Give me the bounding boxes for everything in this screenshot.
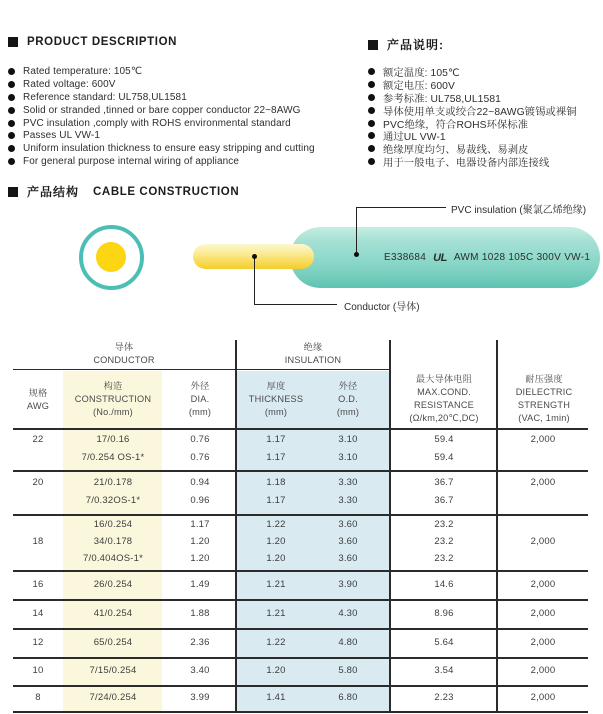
cell-value: 6.80 — [338, 691, 358, 703]
list-item-text: 导体使用单支或绞合22~8AWG镀锡或裸铜 — [383, 106, 577, 118]
cell-dielectric — [499, 428, 587, 470]
cell-value: 3.10 — [338, 452, 358, 463]
table-row-awg-12 — [13, 628, 588, 657]
cell-value: 18 — [32, 536, 44, 547]
list-item — [8, 142, 360, 155]
cell-dielectric — [499, 628, 587, 657]
list-item-text: 参考标准: UL758,UL1581 — [383, 93, 501, 105]
cell-construction — [64, 657, 162, 685]
bullet-icon — [8, 94, 15, 101]
cell-value: 0.94 — [190, 476, 210, 488]
product-notes-title: 产品说明: — [387, 38, 444, 52]
cell-value: 5.64 — [434, 636, 454, 648]
list-item — [8, 104, 360, 117]
product-description-title: PRODUCT DESCRIPTION — [27, 36, 178, 48]
cell-value: 1.20 — [266, 665, 286, 676]
list-item-text: 额定温度: 105℃ — [383, 67, 460, 79]
section-square-icon — [8, 187, 18, 197]
bullet-icon — [368, 81, 375, 88]
cell-value: 4.80 — [338, 636, 358, 648]
cell-awg — [15, 599, 61, 628]
table-row-awg-16 — [13, 570, 588, 599]
cable-print-text — [384, 227, 598, 288]
list-item-text: Rated voltage: 600V — [23, 78, 116, 90]
cell-value: 2,000 — [530, 665, 556, 676]
cell-thickness — [241, 685, 311, 710]
cell-thickness — [241, 514, 311, 570]
cell-value: 22 — [32, 434, 44, 445]
cell-value: 0.76 — [190, 452, 210, 463]
cell-value: 2,000 — [530, 636, 556, 648]
cell-awg — [15, 628, 61, 657]
cell-awg — [15, 657, 61, 685]
cell-value: 2,000 — [530, 578, 556, 590]
cell-value: 2,000 — [530, 476, 556, 488]
cell-od — [313, 570, 383, 599]
header-dia — [170, 372, 230, 427]
cell-resistance — [394, 685, 494, 710]
cell-value: 65/0.254 — [93, 636, 133, 648]
cell-awg — [15, 570, 61, 599]
cell-value: 1.17 — [266, 434, 286, 445]
cell-value: 16/0.254 — [93, 519, 133, 530]
cell-dia — [170, 514, 230, 570]
cell-value: 2,000 — [530, 607, 556, 619]
cell-value: 4.30 — [338, 607, 358, 619]
cell-od — [313, 470, 383, 514]
list-item — [8, 78, 360, 91]
header-line: CONDUCTOR — [93, 355, 155, 365]
cell-construction — [64, 428, 162, 470]
cell-value: 1.20 — [190, 553, 210, 564]
header-line: RESISTANCE — [413, 399, 475, 410]
cell-value: 23.2 — [434, 519, 454, 530]
cell-dia — [170, 599, 230, 628]
header-line: 厚度 — [266, 381, 286, 391]
cell-value: 2,000 — [530, 691, 556, 703]
cable-construction-header — [8, 183, 239, 200]
cell-dia — [170, 570, 230, 599]
cell-dielectric — [499, 514, 587, 570]
table-row-awg-18 — [13, 514, 588, 570]
cell-value: 1.88 — [190, 607, 210, 619]
cell-value: 0.76 — [190, 434, 210, 445]
list-item-text: Rated temperature: 105℃ — [23, 65, 143, 77]
cell-value: 7/0.254 OS-1* — [81, 452, 145, 463]
cell-dia — [170, 470, 230, 514]
cell-construction — [64, 685, 162, 710]
cell-awg — [15, 685, 61, 710]
bullet-icon — [368, 158, 375, 165]
cell-dia — [170, 428, 230, 470]
cell-value: 3.30 — [338, 476, 358, 488]
table-row-awg-10 — [13, 657, 588, 685]
header-line: CONSTRUCTION — [74, 394, 152, 404]
cell-dielectric — [499, 570, 587, 599]
cell-awg — [15, 470, 61, 514]
cell-value: 5.80 — [338, 665, 358, 676]
bullet-icon — [8, 81, 15, 88]
cell-resistance — [394, 470, 494, 514]
cell-thickness — [241, 570, 311, 599]
cell-value: 1.17 — [190, 519, 210, 530]
header-line: STRENGTH — [517, 399, 571, 410]
product-notes-header — [368, 36, 444, 53]
cell-value: 3.90 — [338, 578, 358, 590]
cable-construction-title-cn: 产品结构 — [27, 185, 80, 199]
table-bottom-rule — [13, 711, 588, 713]
cell-value: 3.60 — [338, 519, 358, 530]
table-row-awg-8 — [13, 685, 588, 710]
cell-value: 59.4 — [434, 452, 454, 463]
cell-dia — [170, 685, 230, 710]
list-item-text: Reference standard: UL758,UL1581 — [23, 91, 187, 103]
cell-value: 14.6 — [434, 578, 454, 590]
cell-value: 34/0.178 — [93, 536, 133, 547]
bullet-icon — [8, 68, 15, 75]
conductor-leader-dot-icon — [252, 254, 257, 259]
header-od — [313, 372, 383, 427]
cell-value: 8 — [35, 691, 41, 703]
list-item-text: Uniform insulation thickness to ensure easy stripping and cutting — [23, 143, 315, 155]
header-line: INSULATION — [284, 355, 342, 365]
cell-value: 20 — [32, 476, 44, 488]
cell-value: 7/15/0.254 — [89, 665, 137, 676]
bullet-icon — [8, 132, 15, 139]
list-item — [8, 117, 360, 130]
conductor-core-icon — [96, 242, 126, 272]
cell-value: 41/0.254 — [93, 607, 133, 619]
cell-value: 1.21 — [266, 607, 286, 619]
cell-value: 3.54 — [434, 665, 454, 676]
header-line: O.D. — [338, 394, 358, 404]
header-line: 外径 — [190, 381, 210, 391]
list-item — [8, 155, 360, 168]
cell-value: 2,000 — [530, 536, 556, 547]
header-construction — [64, 372, 162, 427]
cell-value: 26/0.254 — [93, 578, 133, 590]
cell-value: 1.17 — [266, 452, 286, 463]
cell-value: 3.10 — [338, 434, 358, 445]
cell-dia — [170, 628, 230, 657]
cell-thickness — [241, 428, 311, 470]
list-item — [8, 129, 360, 142]
cell-value: 17/0.16 — [96, 434, 130, 445]
cell-value: 59.4 — [434, 434, 454, 445]
header-line: DIELECTRIC — [515, 386, 573, 397]
list-item — [8, 91, 360, 104]
cell-od — [313, 514, 383, 570]
pvc-leader-line-vertical — [356, 207, 357, 256]
cell-value: 14 — [32, 607, 44, 619]
conductor-label: Conductor (导体) — [344, 302, 420, 313]
ul-logo-icon: UL — [433, 251, 447, 264]
cell-construction — [64, 570, 162, 599]
spec-table — [13, 337, 588, 713]
cell-resistance — [394, 428, 494, 470]
list-item-text: 绝缘厚度均匀、易裁线、易剥皮 — [383, 145, 529, 157]
header-line: (No./mm) — [93, 407, 133, 417]
cell-dia — [170, 657, 230, 685]
product-description-list — [8, 65, 360, 168]
conductor-leader-line-horizontal — [254, 304, 337, 305]
header-group-conductor — [13, 341, 235, 367]
cell-resistance — [394, 570, 494, 599]
cell-value: 1.22 — [266, 636, 286, 648]
cell-value: 2.23 — [434, 691, 454, 703]
bullet-icon — [368, 68, 375, 75]
header-line: 导体 — [114, 342, 134, 352]
bullet-icon — [368, 107, 375, 114]
cell-resistance — [394, 657, 494, 685]
cell-value: 3.60 — [338, 553, 358, 564]
cell-od — [313, 599, 383, 628]
cell-construction — [64, 470, 162, 514]
cell-value: 12 — [32, 636, 44, 648]
conductor-group-underline — [13, 369, 235, 371]
header-awg — [15, 372, 61, 427]
cell-value: 23.2 — [434, 553, 454, 564]
cell-construction — [64, 514, 162, 570]
header-line: 规格 — [28, 387, 48, 398]
bullet-icon — [8, 158, 15, 165]
header-line: 最大导体电阻 — [415, 373, 473, 384]
header-line: AWG — [26, 400, 50, 411]
cell-dielectric — [499, 470, 587, 514]
list-item-text: PVC insulation ,comply with ROHS environmental standard — [23, 117, 291, 129]
bullet-icon — [368, 120, 375, 127]
table-row-awg-14 — [13, 599, 588, 628]
cell-value: 1.22 — [266, 519, 286, 530]
header-line: (mm) — [188, 407, 212, 417]
header-group-insulation — [235, 341, 391, 367]
bullet-icon — [8, 120, 15, 127]
header-line: (mm) — [264, 407, 288, 417]
cell-thickness — [241, 628, 311, 657]
cell-value: 1.41 — [266, 691, 286, 703]
header-line: 构造 — [103, 381, 123, 391]
cell-dielectric — [499, 685, 587, 710]
header-line: (mm) — [336, 407, 360, 417]
header-line: THICKNESS — [248, 394, 304, 404]
cell-od — [313, 428, 383, 470]
cell-value: 3.40 — [190, 665, 210, 676]
cell-value: 1.21 — [266, 578, 286, 590]
cell-thickness — [241, 657, 311, 685]
list-item-text: 用于一般电子、电器设备内部连接线 — [383, 158, 550, 170]
header-line: 绝缘 — [303, 342, 323, 352]
header-line: (VAC, 1min) — [518, 412, 570, 423]
cell-value: 36.7 — [434, 495, 454, 507]
cell-value: 1.20 — [266, 553, 286, 564]
cell-construction — [64, 599, 162, 628]
list-item — [368, 155, 603, 168]
cell-value: 1.20 — [266, 536, 286, 547]
cable-print-cert-number: E338684 — [384, 252, 427, 263]
cell-thickness — [241, 470, 311, 514]
cell-value: 16 — [32, 578, 44, 590]
cell-value: 1.49 — [190, 578, 210, 590]
cell-value: 3.99 — [190, 691, 210, 703]
section-square-icon — [368, 40, 378, 50]
bullet-icon — [8, 107, 15, 114]
cell-value: 2.36 — [190, 636, 210, 648]
list-item-text: PVC绝缘，符合ROHS环保标准 — [383, 119, 529, 131]
cell-value: 1.17 — [266, 495, 286, 507]
conductor-leader-line-vertical — [254, 257, 255, 305]
cell-value: 36.7 — [434, 476, 454, 488]
header-dielectric — [499, 370, 589, 427]
cell-value: 3.30 — [338, 495, 358, 507]
insulation-group-underline — [235, 369, 391, 371]
bullet-icon — [368, 132, 375, 139]
bullet-icon — [8, 145, 15, 152]
product-notes-list — [368, 65, 603, 168]
cell-resistance — [394, 514, 494, 570]
header-line: 耐压强度 — [525, 373, 563, 384]
pvc-leader-line-horizontal — [356, 207, 446, 208]
list-item-text: Solid or stranded ,tinned or bare copper conductor 22~8AWG — [23, 104, 301, 116]
cell-od — [313, 628, 383, 657]
cell-value: 1.20 — [190, 536, 210, 547]
cell-construction — [64, 628, 162, 657]
cell-value: 7/0.32OS-1* — [85, 495, 141, 507]
cell-dielectric — [499, 599, 587, 628]
cell-value: 0.96 — [190, 495, 210, 507]
cell-awg — [15, 428, 61, 470]
bullet-icon — [368, 145, 375, 152]
cell-value: 10 — [32, 665, 44, 676]
cell-value: 3.60 — [338, 536, 358, 547]
table-row-awg-20 — [13, 470, 588, 514]
header-line: MAX.COND. — [417, 386, 471, 397]
list-item-text: 通过UL VW-1 — [383, 132, 446, 144]
cable-print-rating: AWM 1028 105C 300V VW-1 — [453, 252, 591, 263]
cell-resistance — [394, 599, 494, 628]
list-item-text: 额定电压: 600V — [383, 80, 455, 92]
cable-construction-title-en: CABLE CONSTRUCTION — [93, 185, 240, 198]
cell-resistance — [394, 628, 494, 657]
cell-value: 1.18 — [266, 476, 286, 488]
bullet-icon — [368, 94, 375, 101]
list-item-text: For general purpose internal wiring of appliance — [23, 156, 240, 168]
cell-od — [313, 685, 383, 710]
list-item — [8, 65, 360, 78]
cell-value: 7/24/0.254 — [89, 691, 137, 703]
cell-awg — [15, 514, 61, 570]
cell-dielectric — [499, 657, 587, 685]
list-item-text: Passes UL VW-1 — [23, 130, 100, 142]
cell-value: 8.96 — [434, 607, 454, 619]
header-line: (Ω/km,20℃,DC) — [409, 412, 479, 423]
section-square-icon — [8, 37, 18, 47]
cell-od — [313, 657, 383, 685]
header-line: 外径 — [338, 381, 358, 391]
cell-value: 21/0.178 — [93, 476, 133, 488]
pvc-insulation-label: PVC insulation (聚氯乙烯绝缘) — [451, 205, 587, 216]
cell-value: 2,000 — [530, 434, 556, 445]
cell-value: 7/0.404OS-1* — [83, 553, 143, 564]
table-row-awg-22 — [13, 428, 588, 470]
cell-value: 23.2 — [434, 536, 454, 547]
header-line: DIA. — [190, 394, 210, 404]
product-description-header — [8, 36, 177, 48]
header-thickness — [241, 372, 311, 427]
cell-thickness — [241, 599, 311, 628]
pvc-leader-dot-icon — [354, 252, 359, 257]
header-resistance — [392, 370, 496, 427]
